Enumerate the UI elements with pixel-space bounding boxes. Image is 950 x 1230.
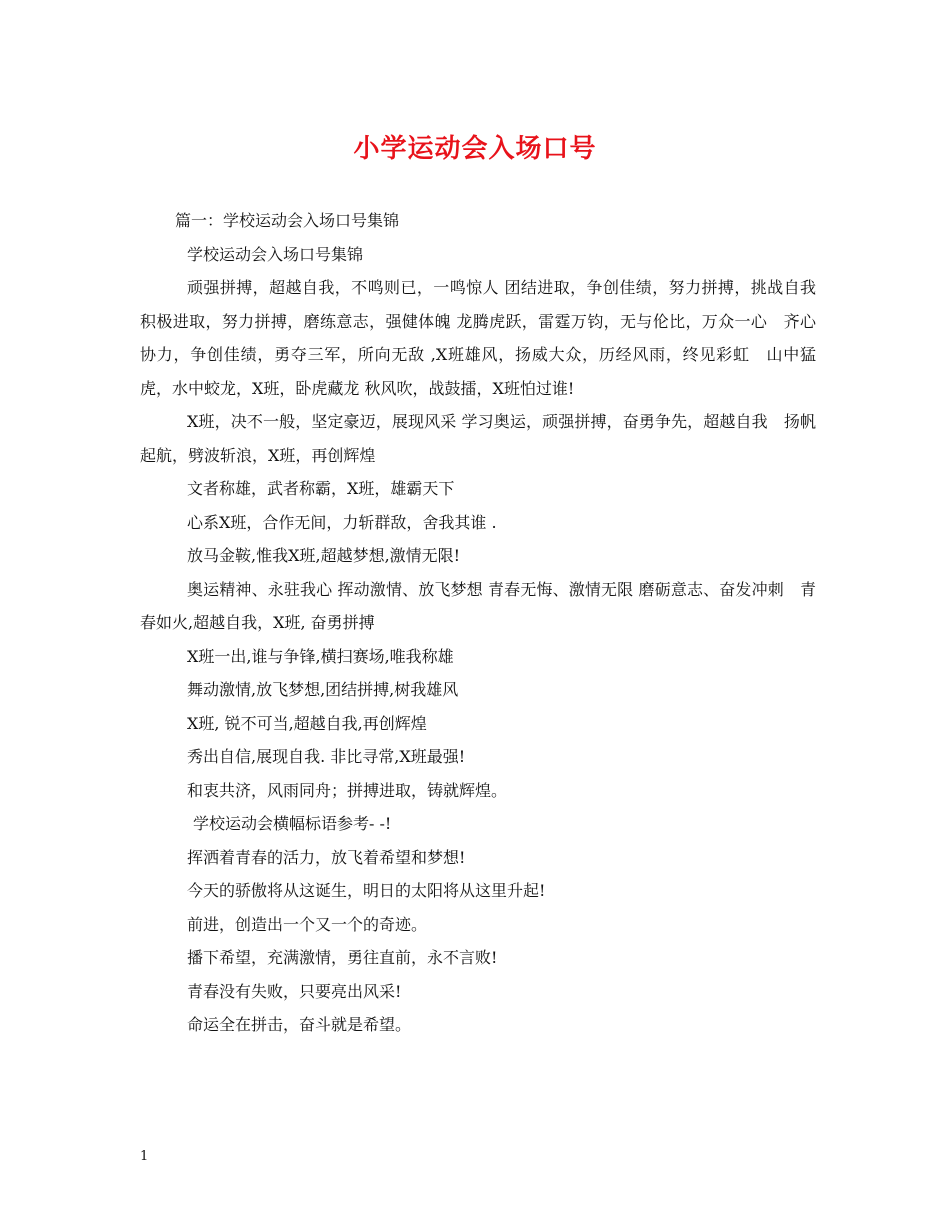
paragraph: 奥运精神、永驻我心 挥动激情、放飞梦想 青春无悔、激情无限 磨砺意志、奋发冲刺 青春如火,超越自我，X班, 奋勇拼搏 <box>140 579 816 632</box>
paragraph: 文者称雄，武者称霸，X班，雄霸天下 <box>187 479 455 498</box>
paragraph: 顽强拼搏，超越自我，不鸣则已，一鸣惊人 团结进取，争创佳绩，努力拼搏，挑战自我 积极进取，努力拼搏，磨练意志，强健体魄 龙腾虎跃，雷霆万钧，无与伦比，万众一心 齐心协力，争创佳绩，勇夺三军，所向无敌 ,X班雄风，扬威大众，历经风雨，终见彩虹 山中猛虎，水中蛟龙，X班，卧虎藏龙 秋风吹，战鼓擂，X班怕过谁! <box>140 278 833 398</box>
section-heading: 篇一：学校运动会入场口号集锦 <box>175 211 400 230</box>
paragraph: 心系X班，合作无间，力斩群敌，舍我其谁 . <box>187 512 497 532</box>
paragraph: 舞动激情,放飞梦想,团结拼搏,树我雄风 <box>187 680 459 699</box>
page-number: 1 <box>140 1149 149 1164</box>
paragraph: X班，决不一般，坚定豪迈，展现风采 学习奥运，顽强拼搏，奋勇争先，超越自我 扬帆起航，劈波斩浪，X班，再创辉煌 <box>140 412 816 465</box>
banner-heading: 学校运动会横幅标语参考- -! <box>193 814 392 833</box>
paragraph: 秀出自信,展现自我. 非比寻常,X班最强! <box>187 747 466 766</box>
document-body <box>140 204 833 1042</box>
banner-line: 前进，创造出一个又一个的奇迹。 <box>187 914 428 934</box>
sub-heading: 学校运动会入场口号集锦 <box>187 244 364 264</box>
paragraph: X班一出,谁与争锋,横扫赛场,唯我称雄 <box>187 646 454 666</box>
banner-line: 命运全在拼击，奋斗就是希望。 <box>187 1015 412 1034</box>
banner-line: 挥洒着青春的活力，放飞着希望和梦想! <box>187 847 466 867</box>
banner-line: 播下希望，充满激情，勇往直前，永不言败! <box>187 948 498 967</box>
banner-line: 今天的骄傲将从这诞生，明日的太阳将从这里升起! <box>187 881 546 900</box>
paragraph: 和衷共济，风雨同舟；拼搏进取，铸就辉煌。 <box>187 780 508 800</box>
banner-line: 青春没有失败，只要亮出风采! <box>187 981 402 1001</box>
paragraph: 放马金鞍,惟我X班,超越梦想,激情无限! <box>187 546 461 565</box>
document-title: 小学运动会入场口号 <box>353 134 597 164</box>
paragraph: X班, 锐不可当,超越自我,再创辉煌 <box>187 713 427 733</box>
